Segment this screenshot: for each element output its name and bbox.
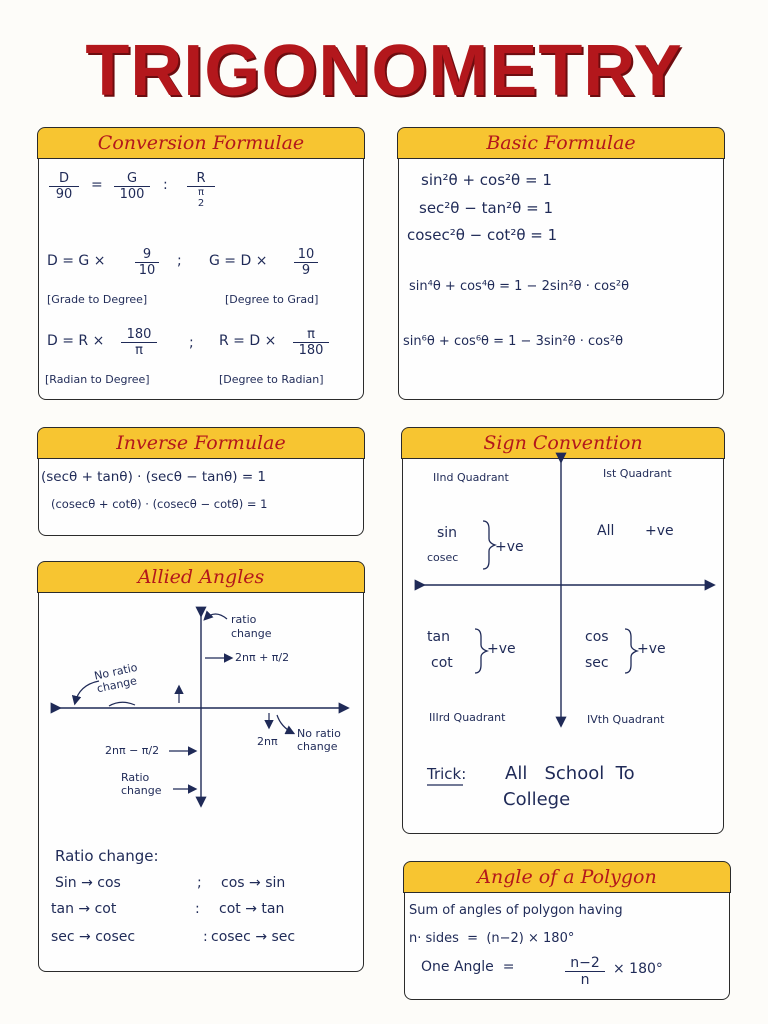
frac-10-9: 10 9 (294, 247, 318, 278)
quadrant-2-label: IInd Quadrant (433, 471, 509, 484)
q4-positive: +ve (637, 641, 666, 657)
allied-card (38, 562, 364, 972)
polygon-line-1: Sum of angles of polygon having (409, 903, 623, 918)
top-angle-label: 2nπ + π/2 (235, 651, 290, 664)
q1-positive: +ve (645, 523, 674, 539)
separator: ; (189, 335, 194, 351)
ratio-row-1-sep: ; (197, 875, 202, 891)
ratio-row-2-left: tan → cot (51, 901, 117, 917)
q3-item-tan: tan (427, 629, 450, 645)
basic-line-3: cosec²θ − cot²θ = 1 (407, 226, 558, 244)
trick-line-2: College (503, 789, 571, 810)
ratio-row-1-right: cos → sin (221, 875, 286, 891)
polygon-card (404, 862, 730, 1000)
ratio-row-2-right: cot → tan (219, 901, 285, 917)
frac-g-100: G 100 (114, 171, 150, 202)
polygon-header: Angle of a Polygon (403, 861, 731, 893)
trick-line-1: All School To (505, 763, 635, 784)
colon-sign: : (163, 177, 168, 193)
bottom-angle-label: 2nπ − π/2 (105, 744, 160, 757)
polygon-tail: × 180° (613, 961, 663, 977)
ratio-row-1-left: Sin → cos (55, 875, 121, 891)
frac-pi-180: π 180 (293, 327, 329, 358)
page-title: TRIGONOMETRY (85, 31, 683, 111)
basic-card (398, 128, 724, 400)
note-radian-to-degree: [Radian to Degree] (45, 373, 150, 386)
ratio-change-top-label: ratio change (231, 613, 272, 640)
conversion-card (38, 128, 364, 400)
frac-d-90: D 90 (49, 171, 79, 202)
q4-item-cos: cos (585, 629, 609, 645)
right-angle-label: 2nπ (257, 735, 278, 748)
quadrant-1-label: Ist Quadrant (603, 467, 672, 480)
note-degree-to-radian: [Degree to Radian] (219, 373, 324, 386)
frac-n-minus-2-over-n: n−2 n (565, 955, 605, 988)
inverse-card (38, 428, 364, 536)
ratio-row-3-left: sec → cosec (51, 929, 136, 945)
ratio-row-3-sep: : (203, 929, 208, 945)
frac-r-pi2: R π 2 (187, 171, 215, 209)
q3-item-cot: cot (431, 655, 453, 671)
basic-line-2: sec²θ − tan²θ = 1 (419, 199, 554, 217)
radian-to-degree-formula: D = R × (47, 333, 105, 349)
grade-to-degree-formula: D = G × (47, 253, 106, 269)
q3-positive: +ve (487, 641, 516, 657)
inverse-line-2: (cosecθ + cotθ) · (cosecθ − cotθ) = 1 (51, 497, 268, 511)
ratio-change-title: Ratio change: (55, 847, 159, 865)
conversion-header: Conversion Formulae (37, 127, 365, 159)
no-ratio-left-label: No ratio change (92, 660, 139, 696)
allied-header: Allied Angles (37, 561, 365, 593)
ratio-change-bottom-label: Ratio change (121, 771, 162, 797)
ratio-row-2-sep: : (195, 901, 200, 917)
frac-9-10: 9 10 (135, 247, 159, 278)
note-degree-to-grad: [Degree to Grad] (225, 293, 319, 306)
degree-to-grad-formula: G = D × (209, 253, 268, 269)
polygon-line-2: n· sides = (n−2) × 180° (409, 931, 575, 946)
basic-line-4: sin⁴θ + cos⁴θ = 1 − 2sin²θ · cos²θ (409, 279, 630, 294)
sign-card (402, 428, 724, 834)
sign-header: Sign Convention (401, 427, 725, 459)
frac-180-pi: 180 π (121, 327, 157, 358)
ratio-row-3-right: cosec → sec (211, 929, 296, 945)
trick-label: Trick: (427, 765, 467, 783)
quadrant-3-label: IIIrd Quadrant (429, 711, 506, 724)
degree-to-radian-formula: R = D × (219, 333, 277, 349)
q4-item-sec: sec (585, 655, 609, 671)
eq-sign: = (91, 177, 103, 193)
q2-item-cosec: cosec (427, 551, 459, 564)
no-ratio-right-label: No ratio change (297, 727, 341, 753)
separator: ; (177, 253, 182, 269)
q1-item-all: All (597, 523, 615, 539)
quadrant-4-label: IVth Quadrant (587, 713, 665, 726)
q2-positive: +ve (495, 539, 524, 555)
note-grade-to-degree: [Grade to Degree] (47, 293, 148, 306)
one-angle-label: One Angle = (421, 959, 515, 975)
basic-line-1: sin²θ + cos²θ = 1 (421, 171, 552, 189)
q2-item-sin: sin (437, 525, 458, 541)
inverse-line-1: (secθ + tanθ) · (secθ − tanθ) = 1 (41, 469, 267, 485)
inverse-header: Inverse Formulae (37, 427, 365, 459)
basic-line-5: sin⁶θ + cos⁶θ = 1 − 3sin²θ · cos²θ (403, 334, 624, 349)
basic-header: Basic Formulae (397, 127, 725, 159)
